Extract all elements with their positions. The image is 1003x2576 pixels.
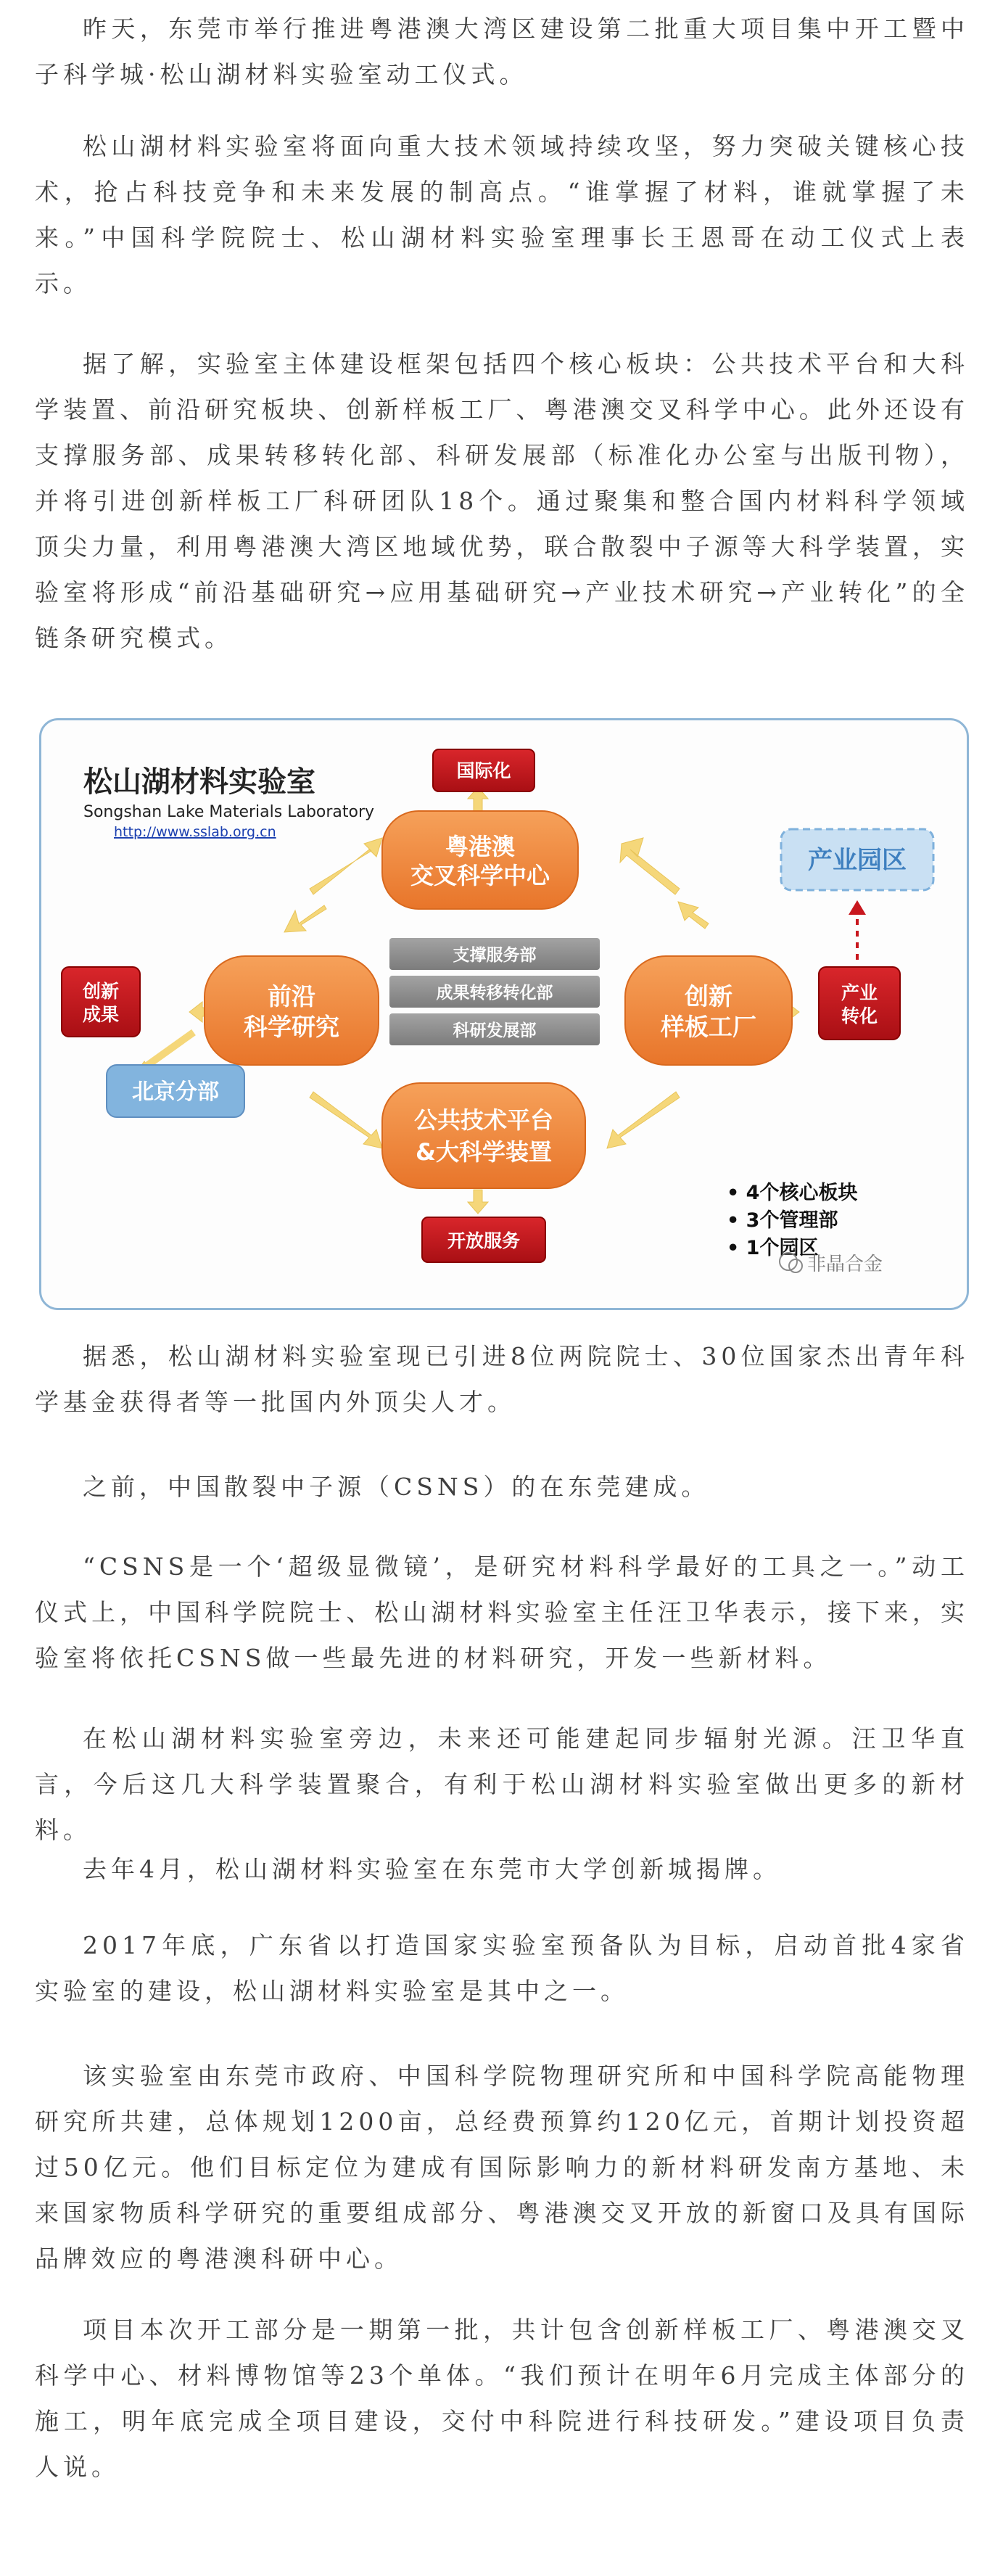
legend-item-2: • 3个管理部 bbox=[727, 1209, 838, 1232]
node-left-line1: 前沿 bbox=[268, 982, 315, 1011]
dept-transfer: 成果转移转化部 bbox=[436, 984, 553, 1003]
paragraph-9: 2017年底，广东省以打造国家实验室预备队为目标，启动首批4家省实验室的建设，松山湖材料实验室是其中之一。 bbox=[35, 1931, 969, 2005]
paragraph-3: 据了解，实验室主体建设框架包括四个核心板块：公共技术平台和大科学装置、前沿研究板块、创新样板工厂、粤港澳交叉科学中心。此外还设有支撑服务部、成果转移转化部、科研发展部（标准化办公室与出版刊物），并将引进创新样板工厂科研团队18个。通过聚集和整合国内材料科学领域顶尖力量，利用粤港澳大湾区地域优势，联合散裂中子源等大科学装置，实验室将形成“前沿基础研究→应用基础研究→产业技术研究→产业转化”的全链条研究模式。 bbox=[35, 350, 969, 652]
paragraph-7: 在松山湖材料实验室旁边，未来还可能建起同步辐射光源。汪卫华直言，今后这几大科学装置聚合，有利于松山湖材料实验室做出更多的新材料。 bbox=[35, 1724, 969, 1844]
figure-subtitle-en: Songshan Lake Materials Laboratory bbox=[83, 803, 375, 821]
beijing-label: 北京分部 bbox=[132, 1079, 219, 1105]
box-industry-park bbox=[781, 829, 933, 890]
node-left-line2: 科学研究 bbox=[244, 1013, 339, 1041]
open-service-label: 开放服务 bbox=[447, 1230, 521, 1251]
legend-item-3: • 1个园区 bbox=[727, 1237, 819, 1259]
industry-transform-line2: 转化 bbox=[841, 1005, 878, 1026]
paragraph-6: “CSNS是一个‘超级显微镜’，是研究材料科学最好的工具之一。”动工仪式上，中国科学院院士、松山湖材料实验室主任汪卫华表示，接下来，实验室将依托CSNS做一些最先进的材料研究，开发一些新材料。 bbox=[35, 1552, 969, 1672]
paragraph-8: 去年4月，松山湖材料实验室在东莞市大学创新城揭牌。 bbox=[83, 1855, 781, 1883]
paragraph-5: 之前，中国散裂中子源（CSNS）的在东莞建成。 bbox=[83, 1473, 710, 1501]
box-international-label: 国际化 bbox=[456, 760, 511, 781]
box-international bbox=[433, 749, 534, 791]
paragraph-1: 昨天，东莞市举行推进粤港澳大湾区建设第二批重大项目集中开工暨中子科学城·松山湖材料实验室动工仪式。 bbox=[35, 15, 969, 89]
node-bottom-line1: 公共技术平台 bbox=[413, 1106, 554, 1134]
industry-transform-line1: 产业 bbox=[841, 982, 878, 1003]
paragraph-2: 松山湖材料实验室将面向重大技术领域持续攻坚，努力突破关键核心技术，抢占科技竞争和未来发展的制高点。“谁掌握了材料，谁就掌握了未来。”中国科学院院士、松山湖材料实验室理事长王恩哥在动工仪式上表示。 bbox=[35, 132, 969, 297]
center-departments bbox=[389, 938, 600, 1045]
node-bottom-line2: &大科学装置 bbox=[416, 1138, 552, 1166]
box-open-service bbox=[422, 1217, 545, 1262]
figure-title: 松山湖材料实验室 bbox=[83, 765, 315, 799]
lab-structure-diagram bbox=[41, 720, 967, 1308]
figure-legend bbox=[727, 1182, 857, 1259]
industry-park-label: 产业园区 bbox=[808, 846, 907, 875]
node-cross-science-center bbox=[382, 811, 578, 909]
node-right-line2: 样板工厂 bbox=[661, 1013, 756, 1041]
paragraph-11: 项目本次开工部分是一期第一批，共计包含创新样板工厂、粤港澳交叉科学中心、材料博物馆等23个单体。“我们预计在明年6月完成主体部分的施工，明年底完成全项目建设，交付中科院进行科技研发。”建设项目负责人说。 bbox=[35, 2316, 969, 2481]
node-right-line1: 创新 bbox=[685, 982, 732, 1011]
box-beijing bbox=[107, 1065, 244, 1117]
node-innovation-factory bbox=[625, 956, 792, 1065]
paragraph-4: 据悉，松山湖材料实验室现已引进8位两院院士、30位国家杰出青年科学基金获得者等一批国内外顶尖人才。 bbox=[35, 1342, 969, 1416]
watermark-text: 非晶合金 bbox=[807, 1254, 883, 1275]
innovation-result-line2: 成果 bbox=[82, 1004, 120, 1025]
dept-support: 支撑服务部 bbox=[453, 946, 537, 965]
box-innovation-result bbox=[62, 967, 140, 1037]
lab-structure-figure bbox=[39, 718, 969, 1310]
watermark bbox=[780, 1253, 883, 1275]
node-frontier-research bbox=[205, 956, 379, 1065]
node-public-platform bbox=[382, 1083, 585, 1188]
legend-item-1: • 4个核心板块 bbox=[727, 1182, 858, 1204]
innovation-result-line1: 创新 bbox=[82, 981, 120, 1002]
node-top-line1: 粤港澳 bbox=[445, 833, 516, 860]
paragraph-10: 该实验室由东莞市政府、中国科学院物理研究所和中国科学院高能物理研究所共建，总体规划1200亩，总经费预算约120亿元，首期计划投资超过50亿元。他们目标定位为建成有国际影响力的新材料研发南方基地、未来国家物质科学研究的重要组成部分、粤港澳交叉开放的新窗口及具有国际品牌效应的粤港澳科研中心。 bbox=[35, 2062, 969, 2273]
dashed-arrow bbox=[849, 900, 866, 960]
dept-research-dev: 科研发展部 bbox=[453, 1021, 537, 1040]
figure-url: http://www.sslab.org.cn bbox=[114, 824, 276, 840]
box-industry-transform bbox=[819, 967, 900, 1040]
node-top-line2: 交叉科学中心 bbox=[410, 862, 550, 889]
